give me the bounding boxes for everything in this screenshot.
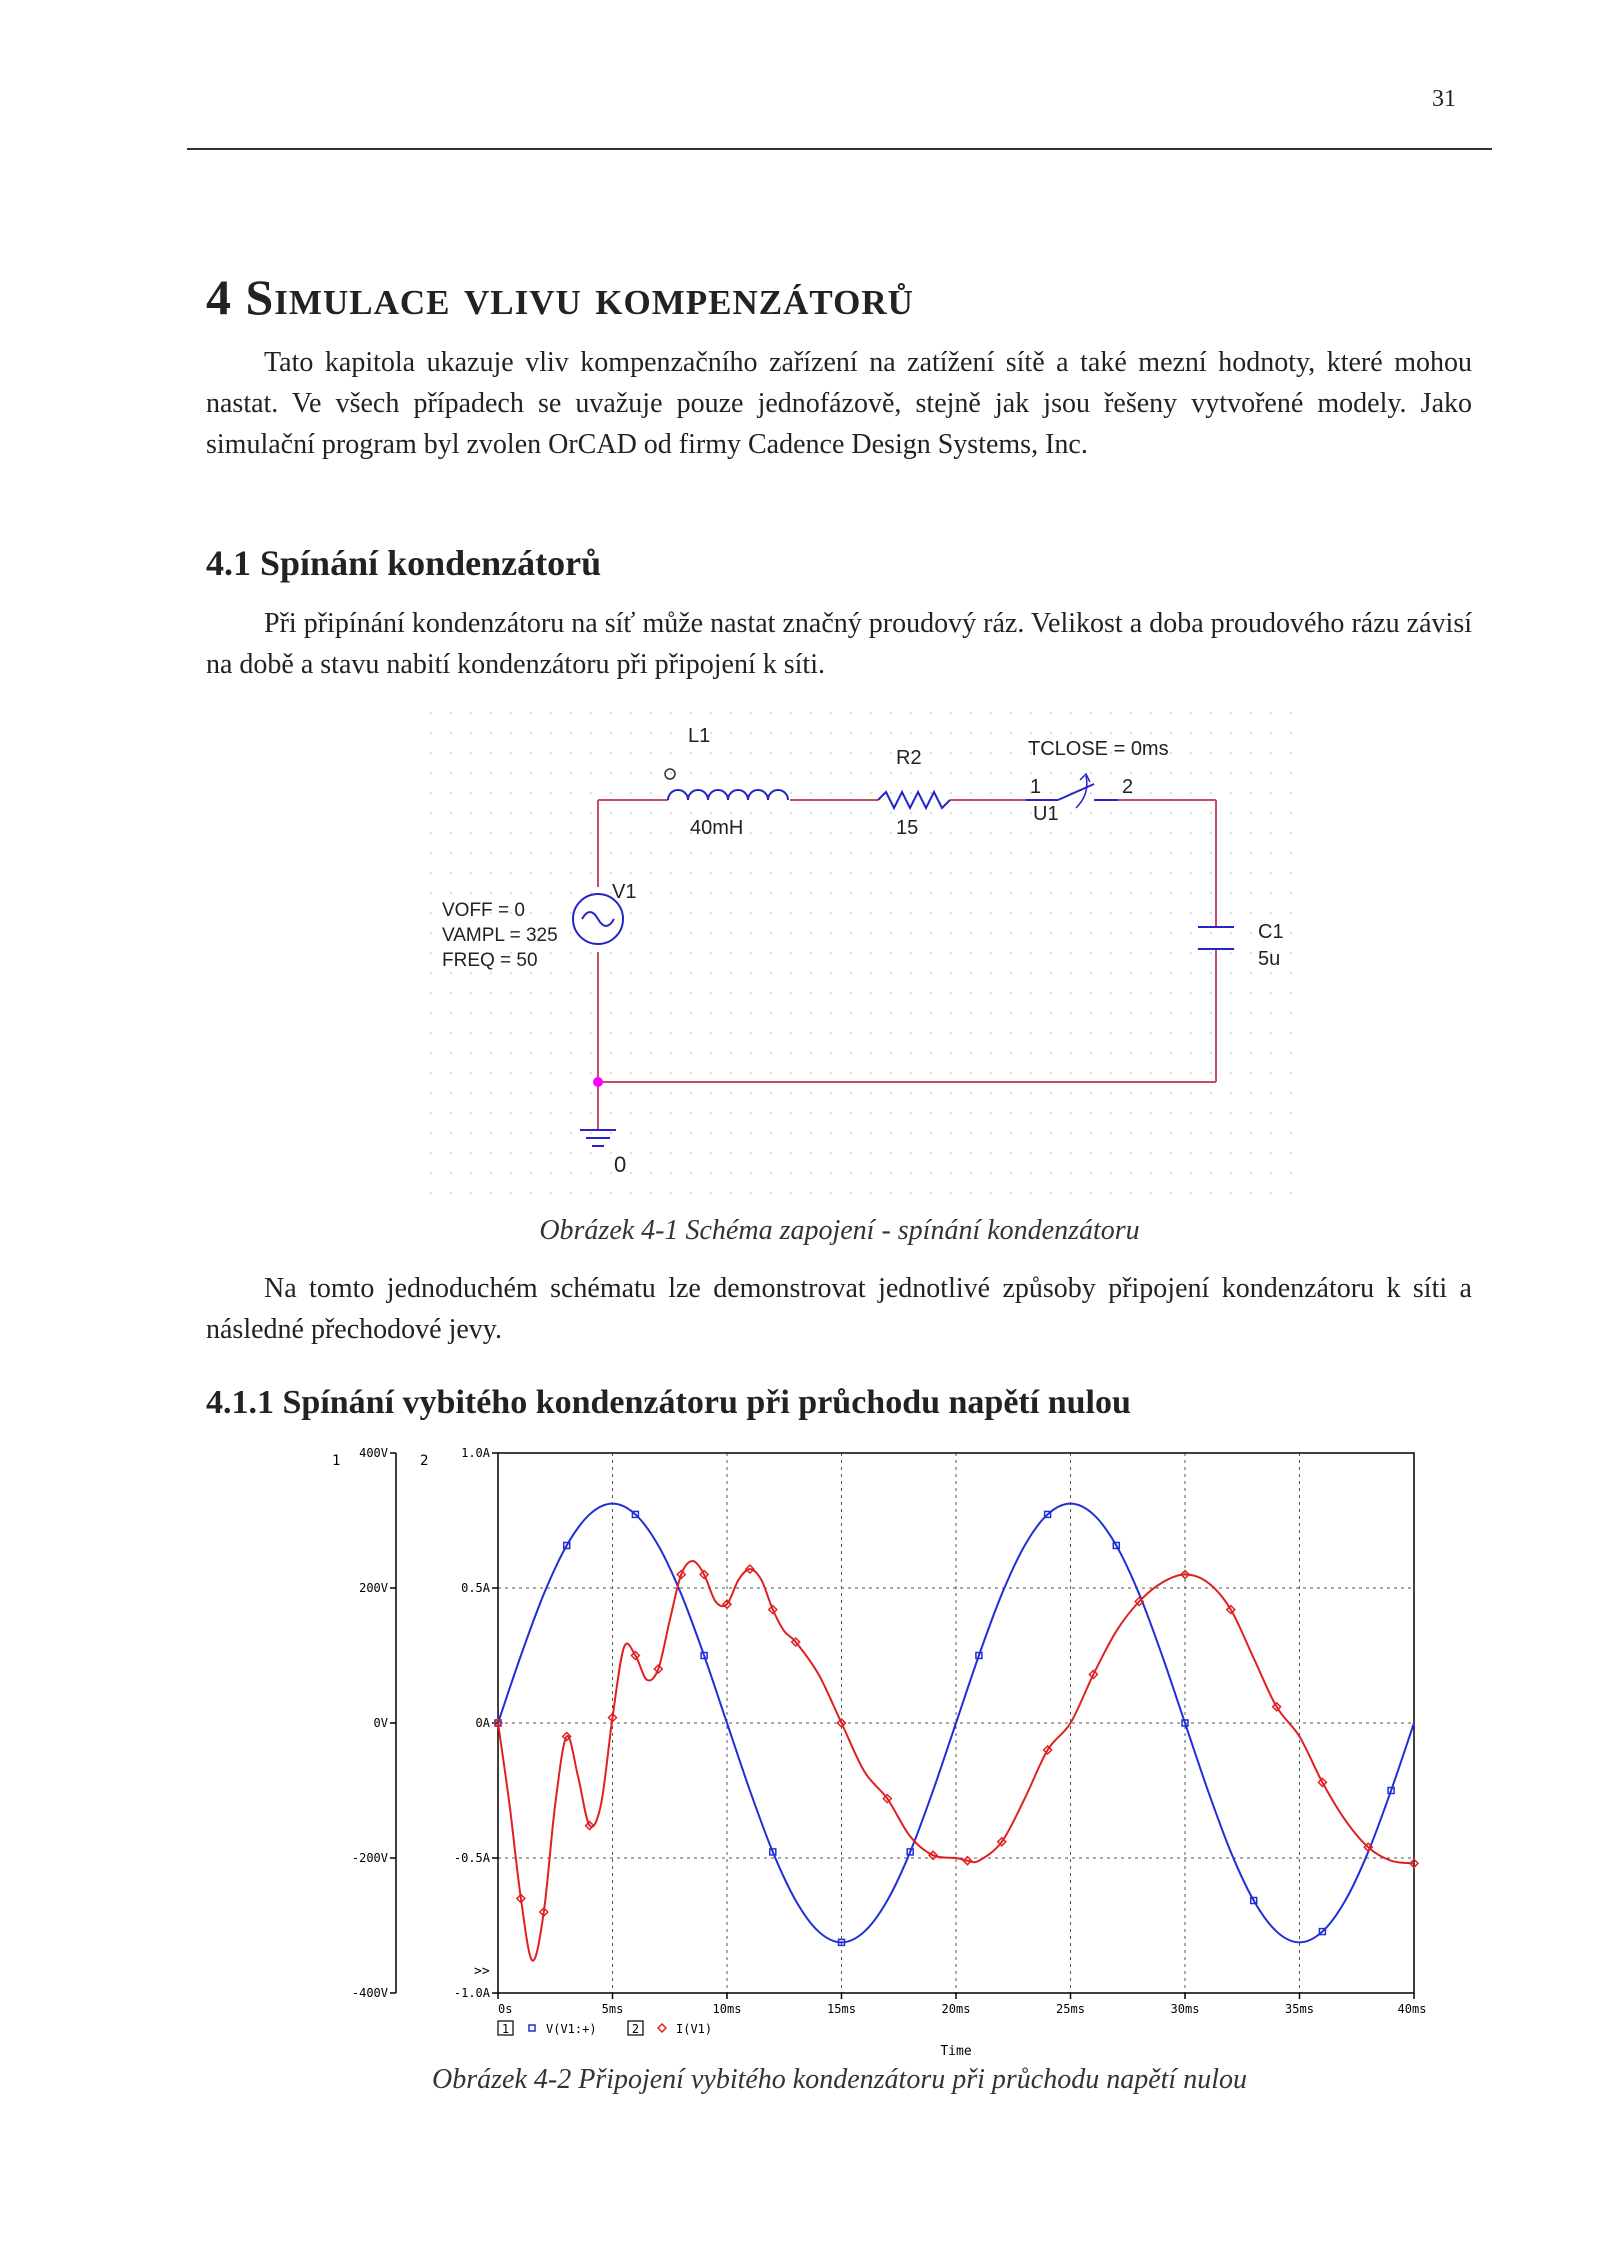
x-tick-label: 40ms (1397, 2002, 1427, 2016)
u1-pin2: 2 (1122, 776, 1134, 798)
x-tick-label: 20ms (941, 2002, 971, 2016)
v1-voff: VOFF = 0 (442, 900, 525, 921)
section-4-1-paragraph: Při připínání kondenzátoru na síť může nastat značný proudový ráz. Velikost a doba proudového rázu závisí na době a stavu nabití kondenzátoru při připojení k síti. (206, 608, 1472, 680)
y-axis-current (420, 1446, 498, 2000)
legend-index: 2 (631, 2022, 640, 2036)
chart-caption: Obrázek 4-2 Připojení vybitého kondenzátoru při průchodu napětí nulou (432, 2064, 1247, 2095)
v1-name: V1 (612, 881, 637, 903)
c1-value: 5u (1258, 948, 1281, 970)
x-tick-label: 10ms (712, 2002, 742, 2016)
x-tick-label: 0s (498, 2002, 513, 2016)
x-tick-label: 35ms (1285, 2002, 1314, 2016)
intro-paragraph: Tato kapitola ukazuje vliv kompenzačního zařízení na zatížení sítě a také mezní hodnoty, které mohou nastat. Ve všech případech se uvažuje pouze jednofázově, stejně jak jsou řešeny vytvořené modely. Jako simulační program byl zvolen OrCAD od firmy Cadence Design Systems, Inc. (206, 347, 1472, 460)
r2-value: 15 (896, 817, 919, 839)
y-tick-label-voltage: 0V (373, 1716, 388, 1730)
u1-pin1: 1 (1030, 776, 1042, 798)
x-axis-label: Time (940, 2044, 972, 2059)
y-tick-label-voltage: 400V (359, 1446, 388, 1460)
legend-marker-voltage (529, 2025, 535, 2031)
ground-node (593, 1077, 603, 1087)
schematic-caption: Obrázek 4-1 Schéma zapojení - spínání kondenzátoru (539, 1215, 1140, 1246)
chapter-title: 4 Simulace vlivu kompenzátorů (206, 269, 914, 325)
x-tick-label: 5ms (601, 2002, 624, 2016)
y-tick-label-current: 1.0A (461, 1446, 490, 1460)
page-number: 31 (1432, 86, 1456, 112)
y-tick-label-voltage: -200V (351, 1851, 388, 1865)
u1-tclose: TCLOSE = 0ms (1028, 738, 1169, 760)
c1-name: C1 (1258, 921, 1284, 943)
series-line-2 (498, 1561, 1414, 1961)
transient-chart (320, 1425, 1430, 2065)
y-tick-label-voltage: -400V (351, 1986, 388, 2000)
legend-entry: V(V1:+) (546, 2022, 597, 2036)
y-tick-label-current: -1.0A (453, 1986, 490, 2000)
v1-vampl: VAMPL = 325 (442, 925, 558, 946)
l1-name: L1 (688, 725, 711, 747)
r2-name: R2 (896, 747, 922, 769)
y-axis-current-label: 2 (420, 1453, 429, 1469)
x-tick-label: 25ms (1056, 2002, 1085, 2016)
paragraph-after-schematic: Na tomto jednoduchém schématu lze demonstrovat jednotlivé způsoby připojení kondenzátoru k síti a následné přechodové jevy. (206, 1273, 1472, 1345)
v1-freq: FREQ = 50 (442, 950, 538, 971)
legend-entry: I(V1) (676, 2022, 713, 2036)
y-axis-voltage-label: 1 (332, 1453, 341, 1469)
header-rule (187, 148, 1492, 150)
x-tick-label: 30ms (1170, 2002, 1200, 2016)
y-tick-label-current: -0.5A (453, 1851, 490, 1865)
chart-legend (498, 2021, 712, 2036)
u1-name: U1 (1033, 803, 1059, 825)
l1-value: 40mH (690, 817, 744, 839)
legend-index: 1 (501, 2022, 510, 2036)
ground-label: 0 (614, 1152, 627, 1177)
y-axis-voltage (332, 1446, 396, 2000)
y-tick-label-voltage: 200V (359, 1581, 388, 1595)
y-tick-label-current: 0A (475, 1716, 490, 1730)
y-tick-label-current: 0.5A (461, 1581, 490, 1595)
section-4-1-1-title: 4.1.1 Spínání vybitého kondenzátoru při průchodu napětí nulou (206, 1384, 1131, 1421)
x-tick-label: 15ms (827, 2002, 856, 2016)
continuation-marker: >> (474, 1964, 490, 1979)
legend-marker-current (658, 2024, 666, 2032)
section-4-1-title: 4.1 Spínání kondenzátorů (206, 543, 602, 583)
circuit-schematic (430, 712, 1300, 1202)
